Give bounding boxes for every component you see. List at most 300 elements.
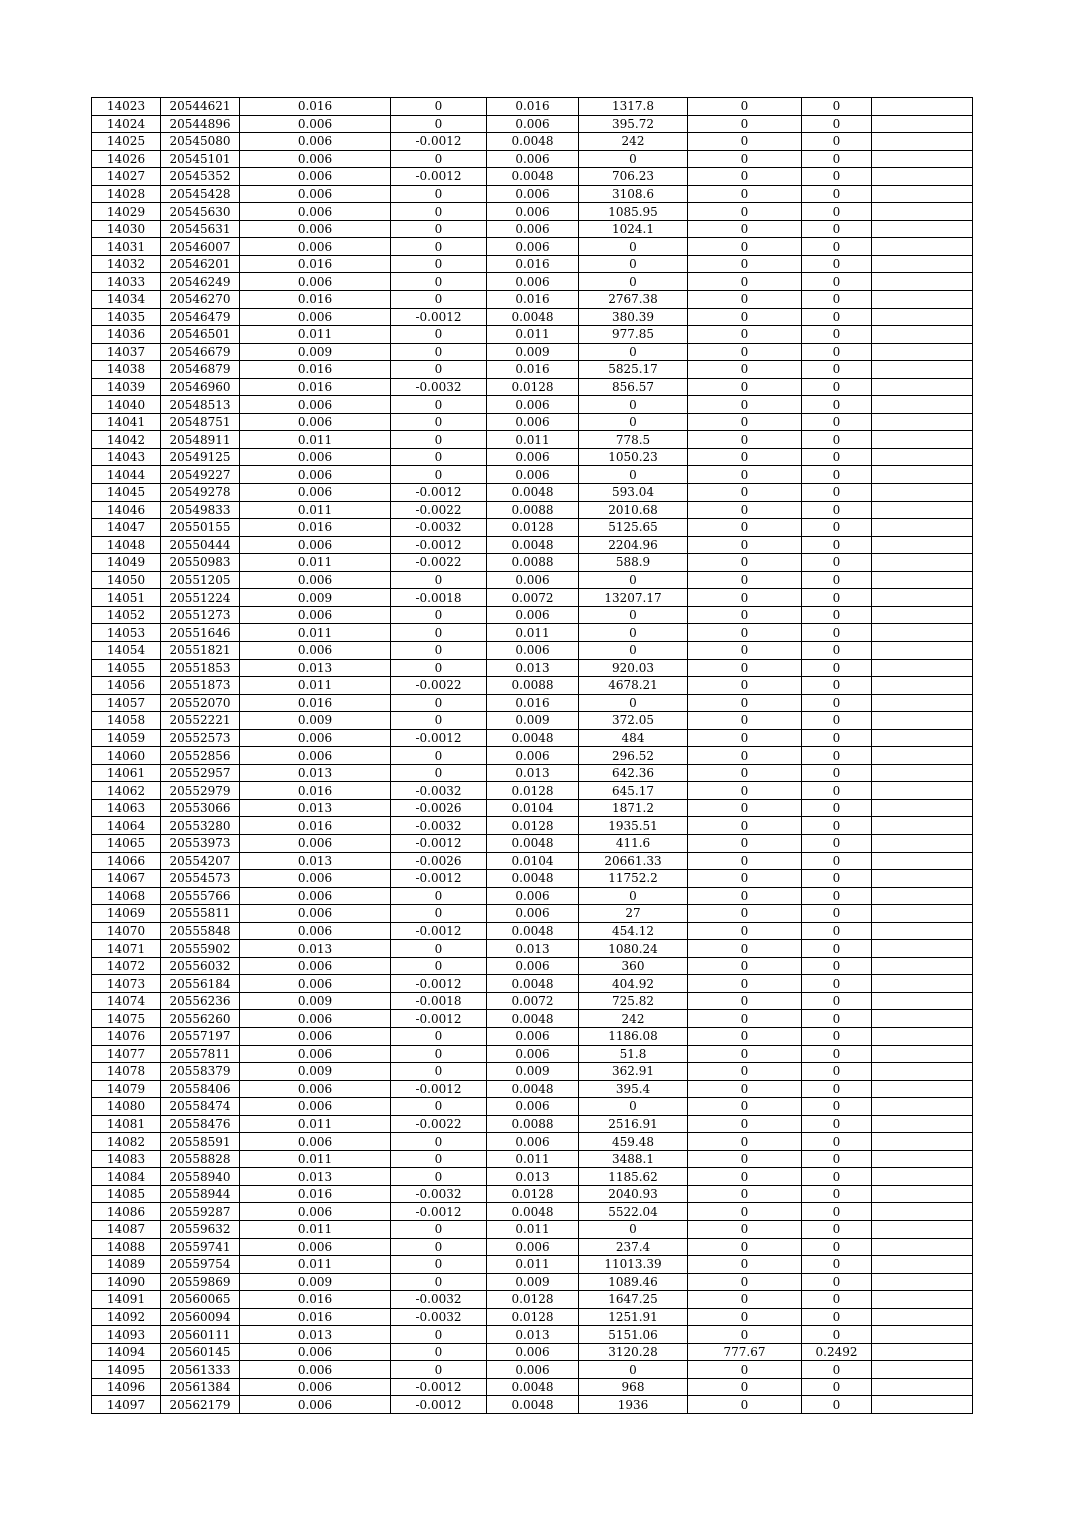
amount-cell: 5125.65 [579,519,688,537]
amount-cell: 411.6 [579,834,688,852]
value-b-cell: 0.009 [487,1063,579,1081]
id-cell: 20550444 [161,536,240,554]
empty-cell [872,1291,973,1309]
ratio-cell: 0 [802,1133,872,1151]
extra-amount-cell: 0 [688,1098,802,1116]
id-cell: 20559754 [161,1256,240,1274]
ratio-cell: 0 [802,1273,872,1291]
value-b-cell: 0.0048 [487,168,579,186]
amount-cell: 395.4 [579,1080,688,1098]
row-number-cell: 14081 [92,1115,161,1133]
amount-cell: 0 [579,273,688,291]
empty-cell [872,1150,973,1168]
empty-cell [872,1396,973,1414]
table-row [92,326,973,344]
empty-cell [872,659,973,677]
adjustment-cell: -0.0012 [391,536,487,554]
row-number-cell: 14069 [92,905,161,923]
adjustment-cell: 0 [391,238,487,256]
adjustment-cell: -0.0012 [391,922,487,940]
value-a-cell: 0.006 [240,887,391,905]
value-b-cell: 0.0088 [487,501,579,519]
table-row [92,1361,973,1379]
value-b-cell: 0.006 [487,203,579,221]
empty-cell [872,466,973,484]
extra-amount-cell: 0 [688,220,802,238]
value-a-cell: 0.013 [240,764,391,782]
row-number-cell: 14085 [92,1185,161,1203]
value-b-cell: 0.011 [487,1150,579,1168]
amount-cell: 380.39 [579,308,688,326]
id-cell: 20551205 [161,571,240,589]
value-a-cell: 0.006 [240,1238,391,1256]
empty-cell [872,1203,973,1221]
value-a-cell: 0.011 [240,431,391,449]
extra-amount-cell: 0 [688,1221,802,1239]
amount-cell: 778.5 [579,431,688,449]
amount-cell: 2767.38 [579,291,688,309]
row-number-cell: 14057 [92,694,161,712]
amount-cell: 0 [579,1098,688,1116]
empty-cell [872,168,973,186]
value-b-cell: 0.013 [487,940,579,958]
extra-amount-cell: 0 [688,1396,802,1414]
value-b-cell: 0.006 [487,1238,579,1256]
ratio-cell: 0 [802,677,872,695]
amount-cell: 0 [579,694,688,712]
ratio-cell: 0 [802,905,872,923]
ratio-cell: 0 [802,957,872,975]
value-a-cell: 0.011 [240,624,391,642]
adjustment-cell: 0 [391,396,487,414]
value-a-cell: 0.016 [240,694,391,712]
value-a-cell: 0.009 [240,1063,391,1081]
empty-cell [872,852,973,870]
extra-amount-cell: 0 [688,694,802,712]
adjustment-cell: 0 [391,1256,487,1274]
empty-cell [872,957,973,975]
ratio-cell: 0 [802,361,872,379]
ratio-cell: 0 [802,1238,872,1256]
amount-cell: 237.4 [579,1238,688,1256]
extra-amount-cell: 0 [688,203,802,221]
empty-cell [872,1221,973,1239]
row-number-cell: 14097 [92,1396,161,1414]
id-cell: 20553280 [161,817,240,835]
ratio-cell: 0 [802,624,872,642]
value-a-cell: 0.011 [240,677,391,695]
amount-cell: 725.82 [579,992,688,1010]
table-row [92,747,973,765]
value-b-cell: 0.0128 [487,817,579,835]
amount-cell: 360 [579,957,688,975]
value-a-cell: 0.013 [240,940,391,958]
table-row [92,554,973,572]
ratio-cell: 0 [802,870,872,888]
adjustment-cell: -0.0012 [391,1080,487,1098]
ratio-cell: 0 [802,150,872,168]
extra-amount-cell: 0 [688,255,802,273]
id-cell: 20552070 [161,694,240,712]
table-row [92,975,973,993]
extra-amount-cell: 0 [688,975,802,993]
extra-amount-cell: 0 [688,1273,802,1291]
empty-cell [872,150,973,168]
adjustment-cell: -0.0012 [391,1378,487,1396]
ratio-cell: 0 [802,571,872,589]
value-a-cell: 0.006 [240,1378,391,1396]
value-b-cell: 0.006 [487,220,579,238]
id-cell: 20545352 [161,168,240,186]
id-cell: 20557197 [161,1027,240,1045]
id-cell: 20556032 [161,957,240,975]
adjustment-cell: -0.0012 [391,1203,487,1221]
value-a-cell: 0.006 [240,396,391,414]
extra-amount-cell: 0 [688,1378,802,1396]
id-cell: 20558406 [161,1080,240,1098]
value-b-cell: 0.0048 [487,1396,579,1414]
table-row [92,203,973,221]
adjustment-cell: -0.0012 [391,308,487,326]
adjustment-cell: -0.0022 [391,501,487,519]
value-a-cell: 0.006 [240,1098,391,1116]
empty-cell [872,641,973,659]
value-a-cell: 0.006 [240,466,391,484]
row-number-cell: 14033 [92,273,161,291]
value-a-cell: 0.006 [240,448,391,466]
adjustment-cell: 0 [391,343,487,361]
id-cell: 20557811 [161,1045,240,1063]
amount-cell: 0 [579,413,688,431]
table-row [92,1343,973,1361]
empty-cell [872,255,973,273]
amount-cell: 1185.62 [579,1168,688,1186]
extra-amount-cell: 0 [688,1027,802,1045]
id-cell: 20549125 [161,448,240,466]
amount-cell: 2516.91 [579,1115,688,1133]
row-number-cell: 14038 [92,361,161,379]
table-row [92,536,973,554]
row-number-cell: 14027 [92,168,161,186]
id-cell: 20552573 [161,729,240,747]
id-cell: 20549227 [161,466,240,484]
extra-amount-cell: 0 [688,1133,802,1151]
row-number-cell: 14090 [92,1273,161,1291]
table-row [92,1396,973,1414]
value-b-cell: 0.009 [487,343,579,361]
value-a-cell: 0.016 [240,255,391,273]
value-a-cell: 0.011 [240,1150,391,1168]
value-a-cell: 0.006 [240,133,391,151]
value-a-cell: 0.016 [240,519,391,537]
id-cell: 20553066 [161,799,240,817]
empty-cell [872,308,973,326]
table-row [92,905,973,923]
row-number-cell: 14048 [92,536,161,554]
amount-cell: 11013.39 [579,1256,688,1274]
table-row [92,1378,973,1396]
id-cell: 20561333 [161,1361,240,1379]
empty-cell [872,712,973,730]
row-number-cell: 14031 [92,238,161,256]
table-row [92,1256,973,1274]
id-cell: 20551853 [161,659,240,677]
extra-amount-cell: 0 [688,413,802,431]
ratio-cell: 0 [802,326,872,344]
adjustment-cell: -0.0022 [391,1115,487,1133]
adjustment-cell: 0 [391,747,487,765]
extra-amount-cell: 0 [688,536,802,554]
extra-amount-cell: 0 [688,343,802,361]
value-b-cell: 0.0048 [487,922,579,940]
ratio-cell: 0 [802,1115,872,1133]
amount-cell: 296.52 [579,747,688,765]
id-cell: 20553973 [161,834,240,852]
amount-cell: 1871.2 [579,799,688,817]
id-cell: 20550983 [161,554,240,572]
amount-cell: 1317.8 [579,98,688,116]
adjustment-cell: 0 [391,1168,487,1186]
row-number-cell: 14041 [92,413,161,431]
value-a-cell: 0.009 [240,589,391,607]
extra-amount-cell: 0 [688,1238,802,1256]
ratio-cell: 0 [802,852,872,870]
value-a-cell: 0.006 [240,1133,391,1151]
empty-cell [872,326,973,344]
value-b-cell: 0.0088 [487,554,579,572]
extra-amount-cell: 0 [688,1185,802,1203]
value-a-cell: 0.016 [240,291,391,309]
table-row [92,448,973,466]
empty-cell [872,1308,973,1326]
value-b-cell: 0.013 [487,1326,579,1344]
amount-cell: 0 [579,887,688,905]
extra-amount-cell: 0 [688,484,802,502]
ratio-cell: 0 [802,115,872,133]
extra-amount-cell: 0 [688,1115,802,1133]
value-b-cell: 0.0048 [487,484,579,502]
value-a-cell: 0.006 [240,150,391,168]
adjustment-cell: -0.0032 [391,817,487,835]
table-row [92,1027,973,1045]
id-cell: 20550155 [161,519,240,537]
extra-amount-cell: 0 [688,1150,802,1168]
value-b-cell: 0.006 [487,1098,579,1116]
row-number-cell: 14063 [92,799,161,817]
id-cell: 20558379 [161,1063,240,1081]
id-cell: 20558476 [161,1115,240,1133]
value-a-cell: 0.006 [240,1203,391,1221]
amount-cell: 242 [579,1010,688,1028]
value-a-cell: 0.016 [240,1185,391,1203]
ratio-cell: 0 [802,501,872,519]
table-row [92,185,973,203]
amount-cell: 0 [579,606,688,624]
row-number-cell: 14054 [92,641,161,659]
ratio-cell: 0 [802,606,872,624]
value-a-cell: 0.011 [240,1221,391,1239]
empty-cell [872,519,973,537]
extra-amount-cell: 0 [688,378,802,396]
value-a-cell: 0.006 [240,729,391,747]
empty-cell [872,905,973,923]
table-row [92,1168,973,1186]
ratio-cell: 0 [802,887,872,905]
adjustment-cell: -0.0026 [391,799,487,817]
id-cell: 20549833 [161,501,240,519]
id-cell: 20546479 [161,308,240,326]
value-b-cell: 0.016 [487,255,579,273]
amount-cell: 372.05 [579,712,688,730]
amount-cell: 51.8 [579,1045,688,1063]
table-row [92,1273,973,1291]
table-row [92,466,973,484]
value-a-cell: 0.006 [240,115,391,133]
extra-amount-cell: 0 [688,501,802,519]
ratio-cell: 0 [802,1256,872,1274]
ratio-cell: 0 [802,922,872,940]
ratio-cell: 0 [802,185,872,203]
value-b-cell: 0.016 [487,98,579,116]
id-cell: 20555811 [161,905,240,923]
amount-cell: 1080.24 [579,940,688,958]
extra-amount-cell: 0 [688,98,802,116]
extra-amount-cell: 0 [688,1168,802,1186]
ratio-cell: 0 [802,273,872,291]
ratio-cell: 0 [802,448,872,466]
ratio-cell: 0 [802,1098,872,1116]
row-number-cell: 14034 [92,291,161,309]
value-b-cell: 0.006 [487,448,579,466]
adjustment-cell: -0.0032 [391,519,487,537]
row-number-cell: 14042 [92,431,161,449]
ratio-cell: 0 [802,1308,872,1326]
extra-amount-cell: 0 [688,1080,802,1098]
table-row [92,606,973,624]
row-number-cell: 14023 [92,98,161,116]
value-b-cell: 0.0128 [487,1291,579,1309]
ratio-cell: 0 [802,712,872,730]
row-number-cell: 14058 [92,712,161,730]
extra-amount-cell: 0 [688,817,802,835]
ratio-cell: 0 [802,220,872,238]
adjustment-cell: 0 [391,115,487,133]
row-number-cell: 14028 [92,185,161,203]
amount-cell: 706.23 [579,168,688,186]
empty-cell [872,834,973,852]
row-number-cell: 14053 [92,624,161,642]
adjustment-cell: -0.0012 [391,729,487,747]
row-number-cell: 14073 [92,975,161,993]
empty-cell [872,484,973,502]
amount-cell: 484 [579,729,688,747]
id-cell: 20548911 [161,431,240,449]
extra-amount-cell: 0 [688,905,802,923]
ratio-cell: 0 [802,694,872,712]
value-b-cell: 0.006 [487,466,579,484]
value-a-cell: 0.009 [240,712,391,730]
empty-cell [872,606,973,624]
empty-cell [872,133,973,151]
adjustment-cell: -0.0032 [391,1185,487,1203]
empty-cell [872,589,973,607]
value-a-cell: 0.013 [240,659,391,677]
table-row [92,291,973,309]
value-b-cell: 0.0088 [487,1115,579,1133]
amount-cell: 3120.28 [579,1343,688,1361]
empty-cell [872,1378,973,1396]
ratio-cell: 0 [802,1027,872,1045]
adjustment-cell: 0 [391,326,487,344]
ratio-cell: 0 [802,1326,872,1344]
empty-cell [872,992,973,1010]
amount-cell: 0 [579,466,688,484]
table-row [92,870,973,888]
value-b-cell: 0.006 [487,905,579,923]
value-b-cell: 0.016 [487,361,579,379]
id-cell: 20560094 [161,1308,240,1326]
adjustment-cell: 0 [391,361,487,379]
value-b-cell: 0.0048 [487,1080,579,1098]
value-a-cell: 0.016 [240,361,391,379]
table-row [92,1238,973,1256]
value-b-cell: 0.006 [487,1361,579,1379]
value-a-cell: 0.011 [240,501,391,519]
amount-cell: 1085.95 [579,203,688,221]
value-b-cell: 0.0048 [487,308,579,326]
amount-cell: 0 [579,571,688,589]
value-b-cell: 0.011 [487,1221,579,1239]
value-b-cell: 0.011 [487,326,579,344]
adjustment-cell: 0 [391,291,487,309]
id-cell: 20544896 [161,115,240,133]
adjustment-cell: 0 [391,1221,487,1239]
amount-cell: 1024.1 [579,220,688,238]
id-cell: 20551273 [161,606,240,624]
table-row [92,659,973,677]
ratio-cell: 0 [802,413,872,431]
value-b-cell: 0.006 [487,747,579,765]
row-number-cell: 14026 [92,150,161,168]
value-b-cell: 0.0128 [487,1185,579,1203]
value-a-cell: 0.006 [240,1027,391,1045]
empty-cell [872,817,973,835]
value-a-cell: 0.006 [240,1361,391,1379]
amount-cell: 3488.1 [579,1150,688,1168]
id-cell: 20560065 [161,1291,240,1309]
empty-cell [872,870,973,888]
amount-cell: 13207.17 [579,589,688,607]
value-b-cell: 0.009 [487,712,579,730]
table-row [92,1221,973,1239]
ratio-cell: 0 [802,1010,872,1028]
row-number-cell: 14095 [92,1361,161,1379]
adjustment-cell: 0 [391,641,487,659]
ratio-cell: 0 [802,255,872,273]
table-row [92,1063,973,1081]
adjustment-cell: 0 [391,1273,487,1291]
extra-amount-cell: 0 [688,238,802,256]
adjustment-cell: 0 [391,1045,487,1063]
adjustment-cell: 0 [391,1133,487,1151]
value-b-cell: 0.0048 [487,1203,579,1221]
amount-cell: 968 [579,1378,688,1396]
empty-cell [872,396,973,414]
id-cell: 20545080 [161,133,240,151]
empty-cell [872,448,973,466]
amount-cell: 1186.08 [579,1027,688,1045]
row-number-cell: 14075 [92,1010,161,1028]
